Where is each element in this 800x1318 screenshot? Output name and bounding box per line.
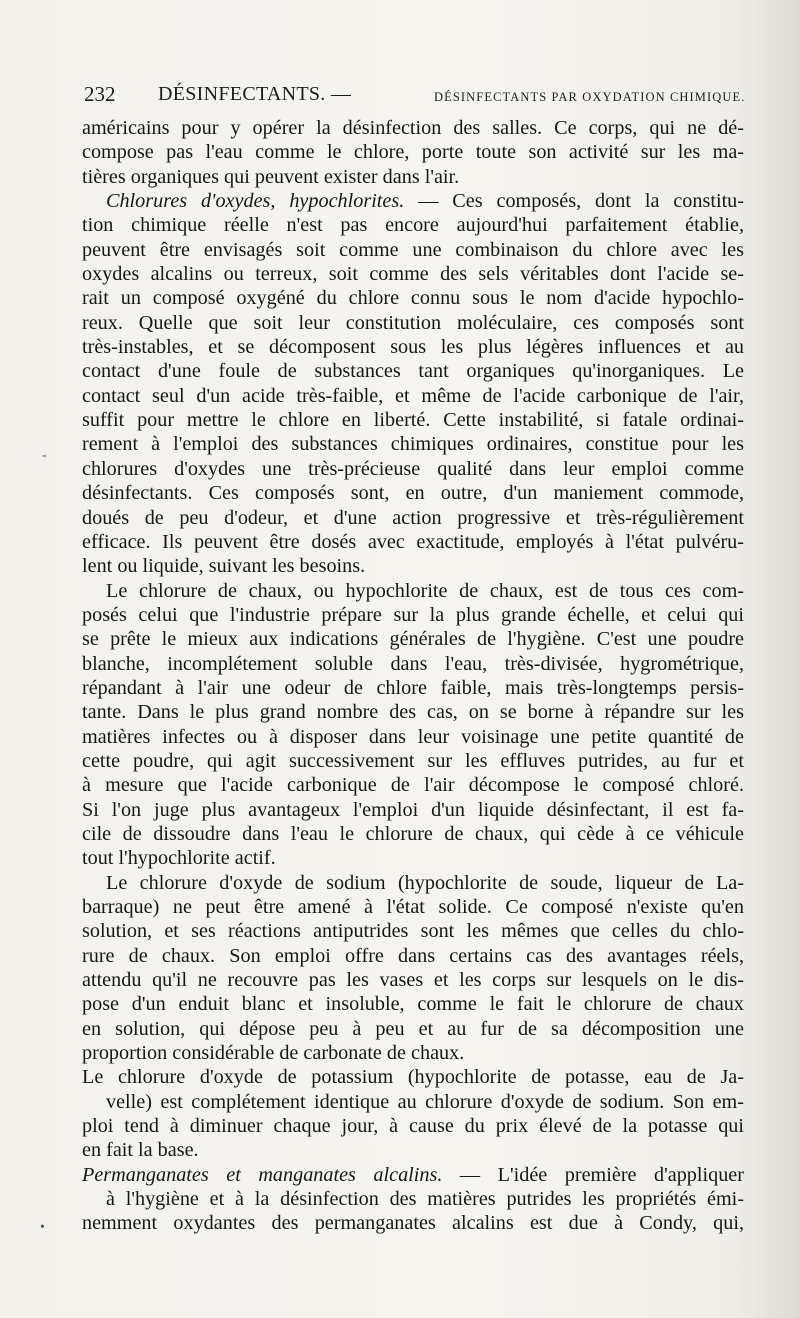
text-line: nemment oxydantes des permanganates alcalins est due à Condy, qui, <box>82 1212 744 1235</box>
text-line: cette poudre, qui agit successivement sur les effluves putrides, au fur et <box>82 749 744 772</box>
text-line: contact d'une foule de substances tant organiques qu'inorganiques. Le <box>82 360 744 383</box>
text-line: barraque) ne peut être amené à l'état solide. Ce composé n'existe qu'en <box>82 896 744 918</box>
text-line: solution, et ses réactions antiputrides sont les mêmes que celles du chlo- <box>82 920 744 943</box>
text-line: rement à l'emploi des substances chimiques ordinaires, constitue pour les <box>82 433 744 456</box>
text-line: compose pas l'eau comme le chlore, porte toute son activité sur les ma- <box>82 141 744 164</box>
section-heading: Permanganates et manganates alcalins. <box>82 1163 443 1186</box>
text-fragment: — L'idée première d'appliquer <box>442 1163 744 1186</box>
text-line: efficace. Ils peuvent être dosés avec exactitude, employés à l'état pulvéru- <box>82 530 744 553</box>
text-line: Si l'on juge plus avantageux l'emploi d'un liquide désinfectant, il est fa- <box>82 798 744 821</box>
text-line: répandant à l'air une odeur de chlore faible, mais très-longtemps persis- <box>82 676 744 699</box>
text-line: attendu qu'il ne recouvre pas les vases et les corps sur lesquels on le dis- <box>82 969 744 992</box>
text-line: à mesure que l'acide carbonique de l'air décompose le composé chloré. <box>82 774 744 797</box>
text-line: ploi tend à diminuer chaque jour, à cause du prix élevé de la potasse qui <box>82 1115 744 1138</box>
text-line: reux. Quelle que soit leur constitution moléculaire, ces composés sont <box>82 311 744 334</box>
text-line: à l'hygiène et à la désinfection des matières putrides les propriétés émi- <box>106 1188 744 1211</box>
text-line: lent ou liquide, suivant les besoins. <box>82 555 366 578</box>
section-heading: Chlorures d'oxydes, hypochlorites. <box>106 190 405 213</box>
running-header <box>84 82 760 108</box>
text-line: tières organiques qui peuvent exister dans l'air. <box>82 165 460 188</box>
text-line: Le chlorure d'oxyde de potassium (hypochlorite de potasse, eau de Ja- <box>82 1066 744 1089</box>
text-line: contact seul d'un acide très-faible, et même de l'acide carbonique de l'air, <box>82 384 744 407</box>
section-title: DÉSINFECTANTS PAR OXYDATION CHIMIQUE. <box>434 90 746 104</box>
running-title: DÉSINFECTANTS. — <box>158 83 352 105</box>
margin-mark: • <box>40 1220 45 1235</box>
text-fragment: — Ces composés, dont la constitu- <box>404 190 744 213</box>
text-line: blanche, incomplétement soluble dans l'eau, très-divisée, hygrométrique, <box>82 652 744 675</box>
text-line: peuvent être envisagés soit comme une combinaison du chlore avec les <box>82 238 744 261</box>
text-line: pose d'un enduit blanc et insoluble, comme le fait le chlorure de chaux <box>82 993 744 1016</box>
text-line: proportion considérable de carbonate de chaux. <box>82 1042 465 1065</box>
text-line: tout l'hypochlorite actif. <box>82 847 276 870</box>
text-line: chlorures d'oxydes une très-précieuse qualité dans leur emploi comme <box>82 457 744 480</box>
text-line: tante. Dans le plus grand nombre des cas, on se borne à répandre sur les <box>82 701 744 724</box>
text-line: Le chlorure de chaux, ou hypochlorite de chaux, est de tous ces com- <box>106 579 744 602</box>
text-line: très-instables, et se décomposent sous les plus légères influences et au <box>82 336 744 359</box>
text-line: désinfectants. Ces composés sont, en outre, d'un maniement commode, <box>82 482 744 505</box>
text-line: rure de chaux. Son emploi offre dans certains cas des avantages réels, <box>82 944 744 967</box>
text-line: tion chimique réelle n'est pas encore aujourd'hui parfaitement établie, <box>82 214 744 237</box>
body-text <box>82 116 744 1236</box>
text-line: posés celui que l'industrie prépare sur la plus grande échelle, et celui qui <box>82 603 744 626</box>
text-line: en fait la base. <box>82 1139 199 1162</box>
page-number: 232 <box>84 82 116 106</box>
text-line: rait un composé oxygéné du chlore connu sous le nom d'acide hypochlo- <box>82 287 744 310</box>
text-line: matières infectes ou à disposer dans leur voisinage une petite quantité de <box>82 725 744 748</box>
text-line <box>82 1163 744 1187</box>
text-line: oxydes alcalins ou terreux, soit comme des sels véritables dont l'acide se- <box>82 263 744 286</box>
text-line <box>82 189 744 213</box>
text-line: se prête le mieux aux indications générales de l'hygiène. C'est une poudre <box>82 628 744 651</box>
text-line: suffit pour mettre le chlore en liberté. Cette instabilité, si fatale ordinai- <box>82 409 744 432</box>
text-line: Le chlorure d'oxyde de sodium (hypochlorite de soude, liqueur de La- <box>106 871 744 894</box>
text-line: cile de dissoudre dans l'eau le chlorure de chaux, qui cède à ce véhicule <box>82 822 744 845</box>
text-line: américains pour y opérer la désinfection des salles. Ce corps, qui ne dé- <box>82 117 744 139</box>
text-line: doués de peu d'odeur, et d'une action progressive et très-régulièrement <box>82 506 744 529</box>
text-line: en solution, qui dépose peu à peu et au fur de sa décomposition une <box>82 1017 744 1040</box>
margin-mark: - <box>42 448 47 463</box>
text-line: velle) est complétement identique au chlorure d'oxyde de sodium. Son em- <box>106 1090 744 1113</box>
